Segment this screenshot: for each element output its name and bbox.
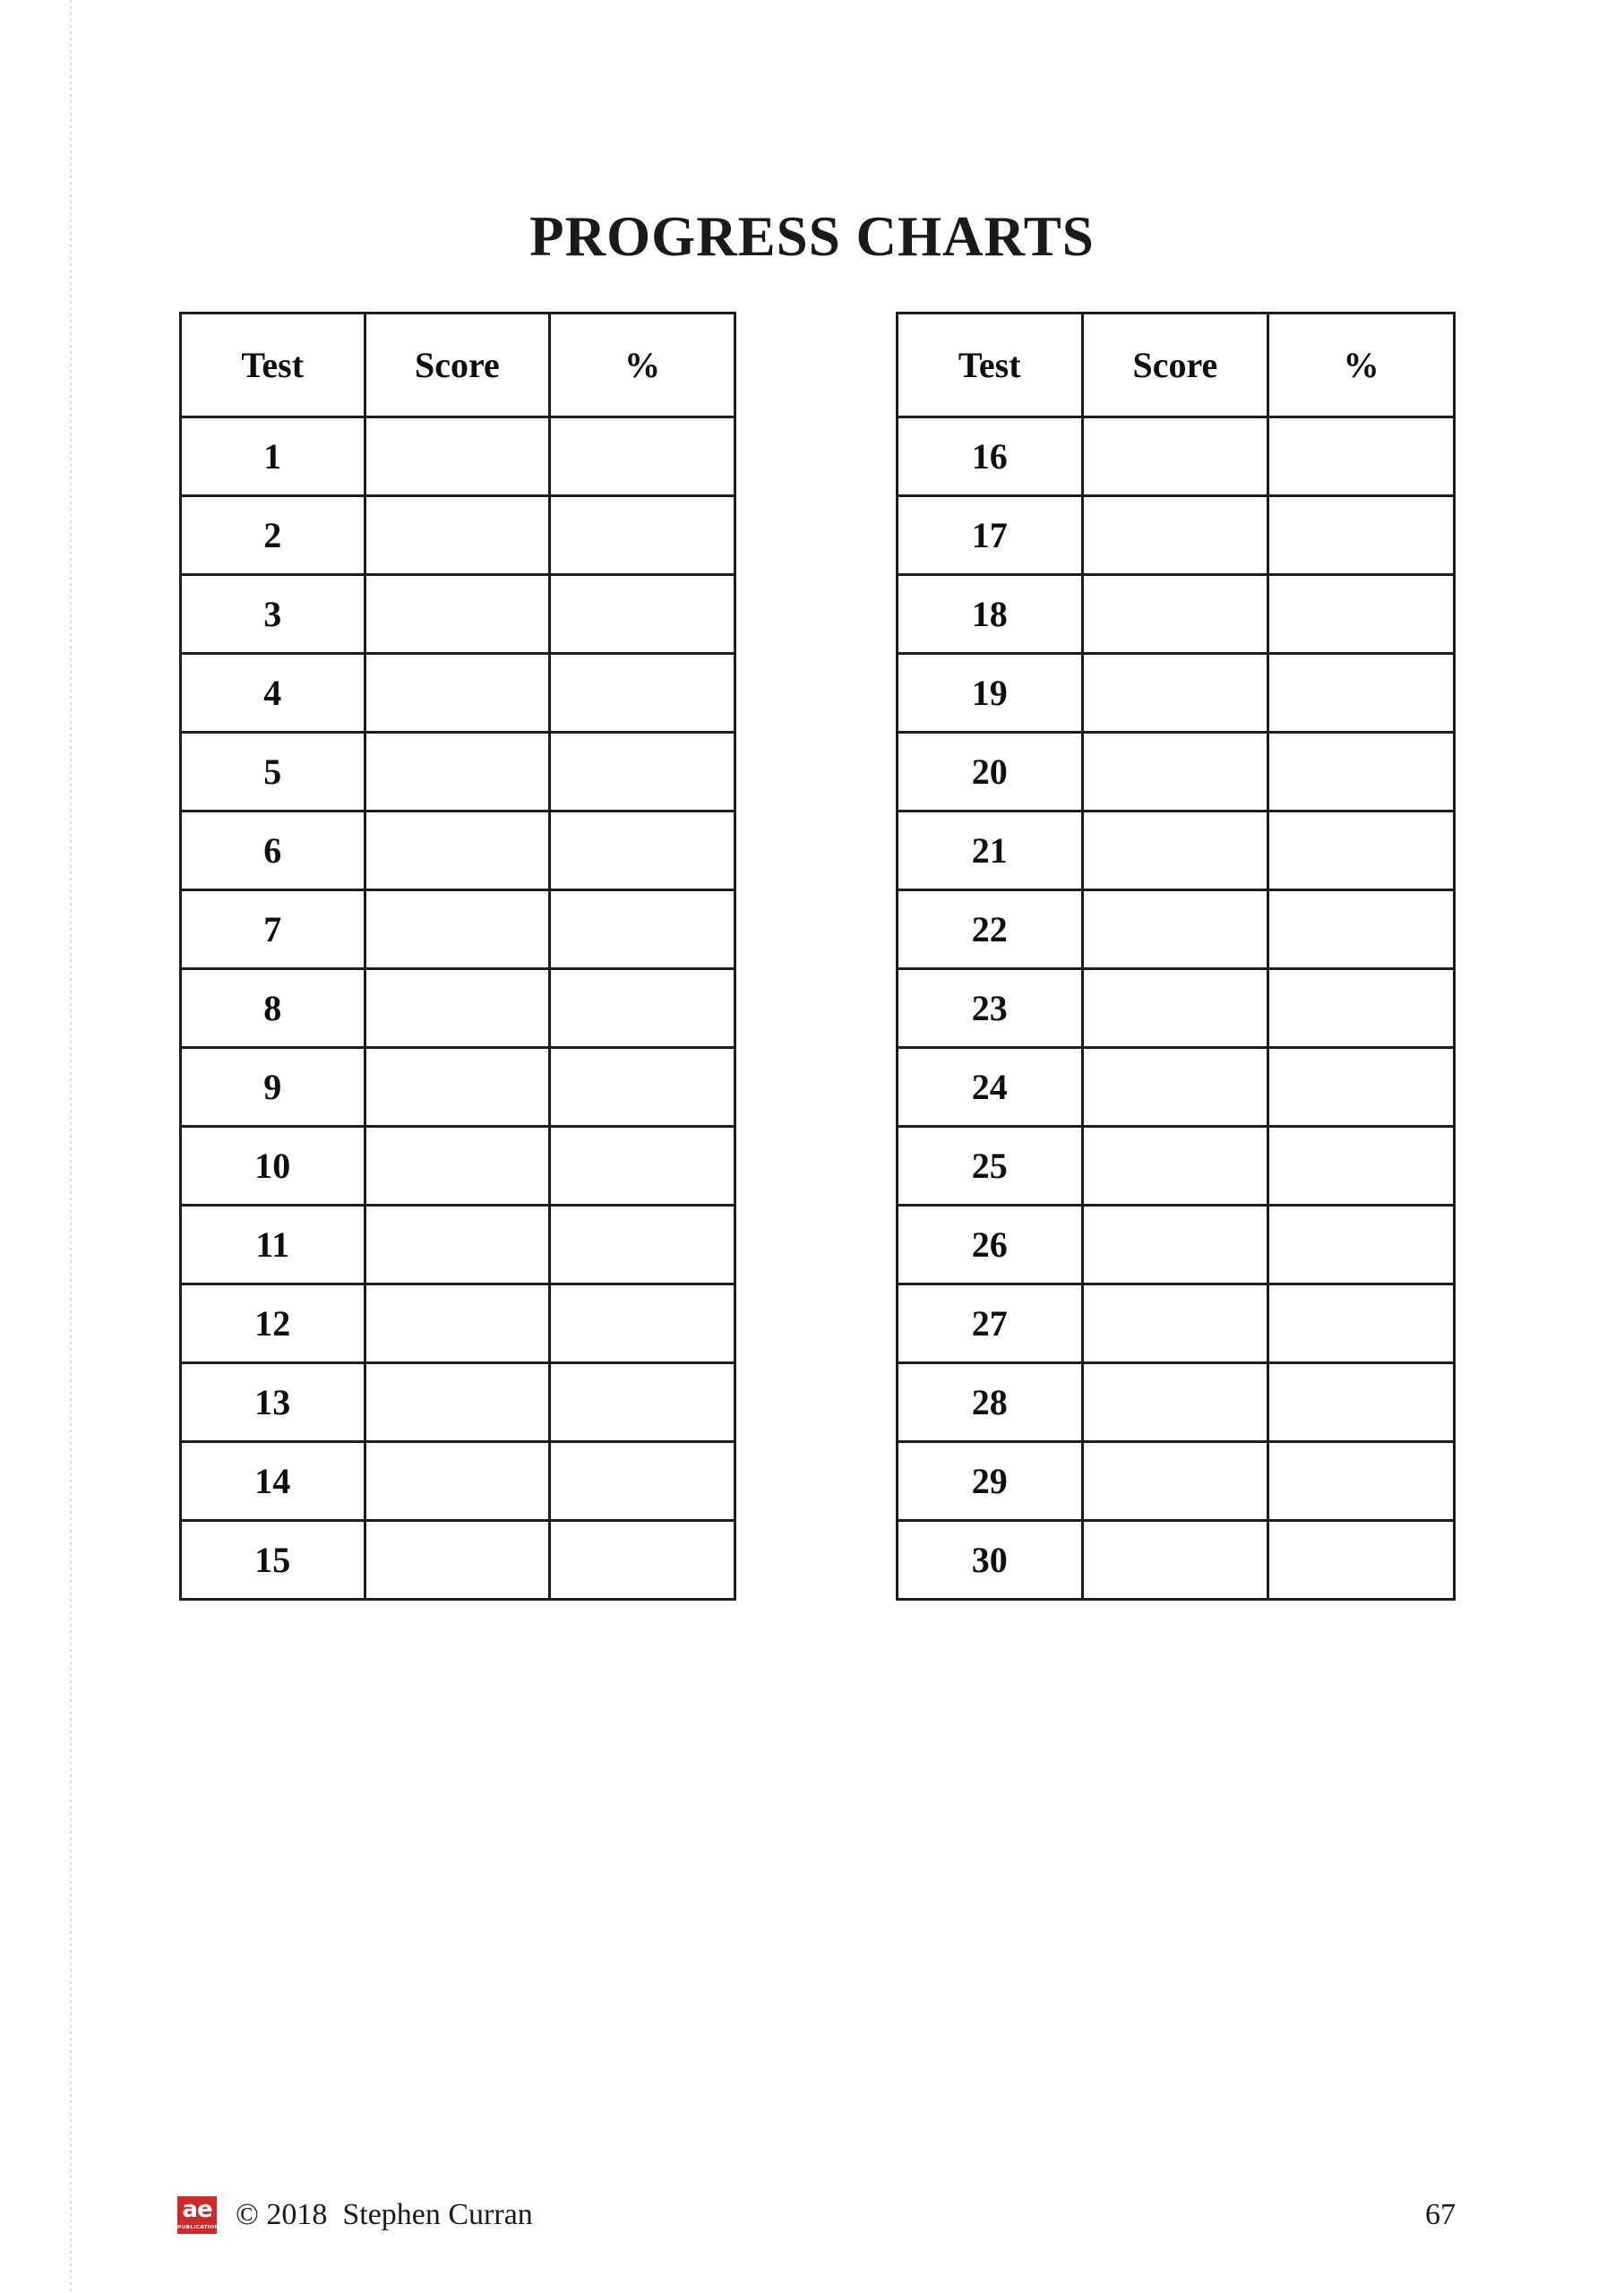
cell-score-blank[interactable]: [365, 1206, 550, 1284]
cell-test-number: 11: [181, 1206, 365, 1284]
table-row: [181, 1048, 735, 1127]
cell-score-blank[interactable]: [1082, 890, 1268, 969]
cell-test-number: 25: [898, 1127, 1083, 1206]
cell-score-blank[interactable]: [1082, 496, 1268, 575]
cell-percent-blank[interactable]: [1268, 1363, 1455, 1442]
cell-score-blank[interactable]: [1082, 812, 1268, 890]
progress-table-right: [896, 312, 1456, 1601]
cell-score-blank[interactable]: [365, 417, 550, 496]
cell-percent-blank[interactable]: [1268, 1048, 1455, 1127]
table-body-left: [181, 417, 735, 1600]
cell-test-number: 23: [898, 969, 1083, 1048]
ae-publications-logo-icon: [176, 2196, 224, 2234]
cell-score-blank[interactable]: [1082, 417, 1268, 496]
cell-score-blank[interactable]: [1082, 1363, 1268, 1442]
cell-score-blank[interactable]: [365, 812, 550, 890]
logo-letters: ae: [182, 2196, 212, 2223]
table-body-right: [898, 417, 1455, 1600]
cell-percent-blank[interactable]: [550, 575, 735, 654]
cell-percent-blank[interactable]: [1268, 417, 1455, 496]
cell-test-number: 20: [898, 733, 1083, 812]
cell-test-number: 5: [181, 733, 365, 812]
table-row: [181, 496, 735, 575]
column-header-score: Score: [1082, 313, 1268, 417]
cell-percent-blank[interactable]: [1268, 890, 1455, 969]
cell-percent-blank[interactable]: [1268, 496, 1455, 575]
cell-percent-blank[interactable]: [550, 1521, 735, 1600]
column-header-percent: %: [550, 313, 735, 417]
cell-test-number: 18: [898, 575, 1083, 654]
cell-percent-blank[interactable]: [1268, 654, 1455, 733]
cell-test-number: 29: [898, 1442, 1083, 1521]
cell-test-number: 21: [898, 812, 1083, 890]
cell-score-blank[interactable]: [365, 1284, 550, 1363]
table-row: [181, 575, 735, 654]
table-row: [181, 1206, 735, 1284]
progress-table-left: [179, 312, 736, 1601]
column-header-percent: %: [1268, 313, 1455, 417]
cell-score-blank[interactable]: [365, 1127, 550, 1206]
copyright-text: © 2018 Stephen Curran: [236, 2198, 533, 2231]
table-row: [181, 417, 735, 496]
column-header-score: Score: [365, 313, 550, 417]
table-row: [181, 812, 735, 890]
page-footer: [0, 2196, 1624, 2259]
cell-percent-blank[interactable]: [550, 417, 735, 496]
table-row: [181, 969, 735, 1048]
table-row: [181, 1363, 735, 1442]
column-header-test: Test: [181, 313, 365, 417]
cell-score-blank[interactable]: [365, 890, 550, 969]
cell-percent-blank[interactable]: [550, 1363, 735, 1442]
cell-test-number: 28: [898, 1363, 1083, 1442]
cell-percent-blank[interactable]: [550, 1206, 735, 1284]
cell-score-blank[interactable]: [1082, 1206, 1268, 1284]
table-row: [898, 733, 1455, 812]
cell-test-number: 14: [181, 1442, 365, 1521]
table-row: [181, 1442, 735, 1521]
cell-percent-blank[interactable]: [1268, 969, 1455, 1048]
cell-score-blank[interactable]: [365, 1048, 550, 1127]
cell-percent-blank[interactable]: [550, 496, 735, 575]
table-row: [181, 733, 735, 812]
table-row: [898, 969, 1455, 1048]
cell-score-blank[interactable]: [365, 1521, 550, 1600]
cell-test-number: 4: [181, 654, 365, 733]
column-header-test: Test: [898, 313, 1083, 417]
cell-score-blank[interactable]: [365, 575, 550, 654]
cell-test-number: 8: [181, 969, 365, 1048]
cell-percent-blank[interactable]: [550, 969, 735, 1048]
table-header-row: [898, 313, 1455, 417]
cell-score-blank[interactable]: [1082, 1127, 1268, 1206]
cell-percent-blank[interactable]: [1268, 1284, 1455, 1363]
cell-score-blank[interactable]: [1082, 1442, 1268, 1521]
cell-score-blank[interactable]: [365, 969, 550, 1048]
table-row: [898, 1521, 1455, 1600]
cell-test-number: 13: [181, 1363, 365, 1442]
cell-score-blank[interactable]: [1082, 733, 1268, 812]
table-row: [181, 1127, 735, 1206]
cell-test-number: 24: [898, 1048, 1083, 1127]
cell-percent-blank[interactable]: [1268, 1206, 1455, 1284]
cell-percent-blank[interactable]: [550, 1127, 735, 1206]
table-row: [898, 812, 1455, 890]
cell-test-number: 10: [181, 1127, 365, 1206]
table-row: [898, 1127, 1455, 1206]
table-row: [898, 1284, 1455, 1363]
scan-ghost-text: [122, 100, 328, 163]
cell-score-blank[interactable]: [1082, 575, 1268, 654]
cell-test-number: 26: [898, 1206, 1083, 1284]
cell-test-number: 17: [898, 496, 1083, 575]
page-number: 67: [1425, 2198, 1456, 2231]
cell-test-number: 15: [181, 1521, 365, 1600]
table-row: [181, 1284, 735, 1363]
table-row: [898, 496, 1455, 575]
cell-test-number: 7: [181, 890, 365, 969]
cell-percent-blank[interactable]: [1268, 1521, 1455, 1600]
cell-test-number: 12: [181, 1284, 365, 1363]
table-row: [898, 890, 1455, 969]
table-row: [898, 417, 1455, 496]
cell-score-blank[interactable]: [1082, 1048, 1268, 1127]
cell-score-blank[interactable]: [365, 1363, 550, 1442]
logo-subtitle: PUBLICATIONS: [176, 2225, 224, 2230]
cell-test-number: 6: [181, 812, 365, 890]
cell-percent-blank[interactable]: [1268, 1127, 1455, 1206]
table-row: [181, 654, 735, 733]
cell-test-number: 2: [181, 496, 365, 575]
cell-score-blank[interactable]: [365, 1442, 550, 1521]
progress-charts-container: [0, 312, 1624, 1655]
cell-percent-blank[interactable]: [1268, 575, 1455, 654]
cell-test-number: 22: [898, 890, 1083, 969]
cell-score-blank[interactable]: [365, 654, 550, 733]
cell-percent-blank[interactable]: [1268, 1442, 1455, 1521]
cell-test-number: 30: [898, 1521, 1083, 1600]
cell-test-number: 9: [181, 1048, 365, 1127]
cell-score-blank[interactable]: [1082, 1521, 1268, 1600]
table-row: [898, 575, 1455, 654]
cell-score-blank[interactable]: [1082, 969, 1268, 1048]
table-row: [181, 1521, 735, 1600]
cell-test-number: 16: [898, 417, 1083, 496]
cell-percent-blank[interactable]: [550, 890, 735, 969]
table-header-row: [181, 313, 735, 417]
cell-percent-blank[interactable]: [550, 733, 735, 812]
page-title: PROGRESS CHARTS: [529, 205, 1095, 269]
cell-score-blank[interactable]: [365, 733, 550, 812]
table-row: [181, 890, 735, 969]
cell-test-number: 1: [181, 417, 365, 496]
cell-percent-blank[interactable]: [550, 1284, 735, 1363]
cell-test-number: 3: [181, 575, 365, 654]
cell-percent-blank[interactable]: [1268, 812, 1455, 890]
table-row: [898, 1048, 1455, 1127]
cell-percent-blank[interactable]: [550, 654, 735, 733]
cell-percent-blank[interactable]: [1268, 733, 1455, 812]
cell-test-number: 27: [898, 1284, 1083, 1363]
footer-credit: [177, 2196, 533, 2234]
cell-score-blank[interactable]: [1082, 1284, 1268, 1363]
cell-test-number: 19: [898, 654, 1083, 733]
table-row: [898, 1442, 1455, 1521]
cell-percent-blank[interactable]: [550, 1048, 735, 1127]
cell-percent-blank[interactable]: [550, 1442, 735, 1521]
cell-score-blank[interactable]: [1082, 654, 1268, 733]
table-row: [898, 1363, 1455, 1442]
cell-score-blank[interactable]: [365, 496, 550, 575]
table-row: [898, 1206, 1455, 1284]
table-row: [898, 654, 1455, 733]
cell-percent-blank[interactable]: [550, 812, 735, 890]
